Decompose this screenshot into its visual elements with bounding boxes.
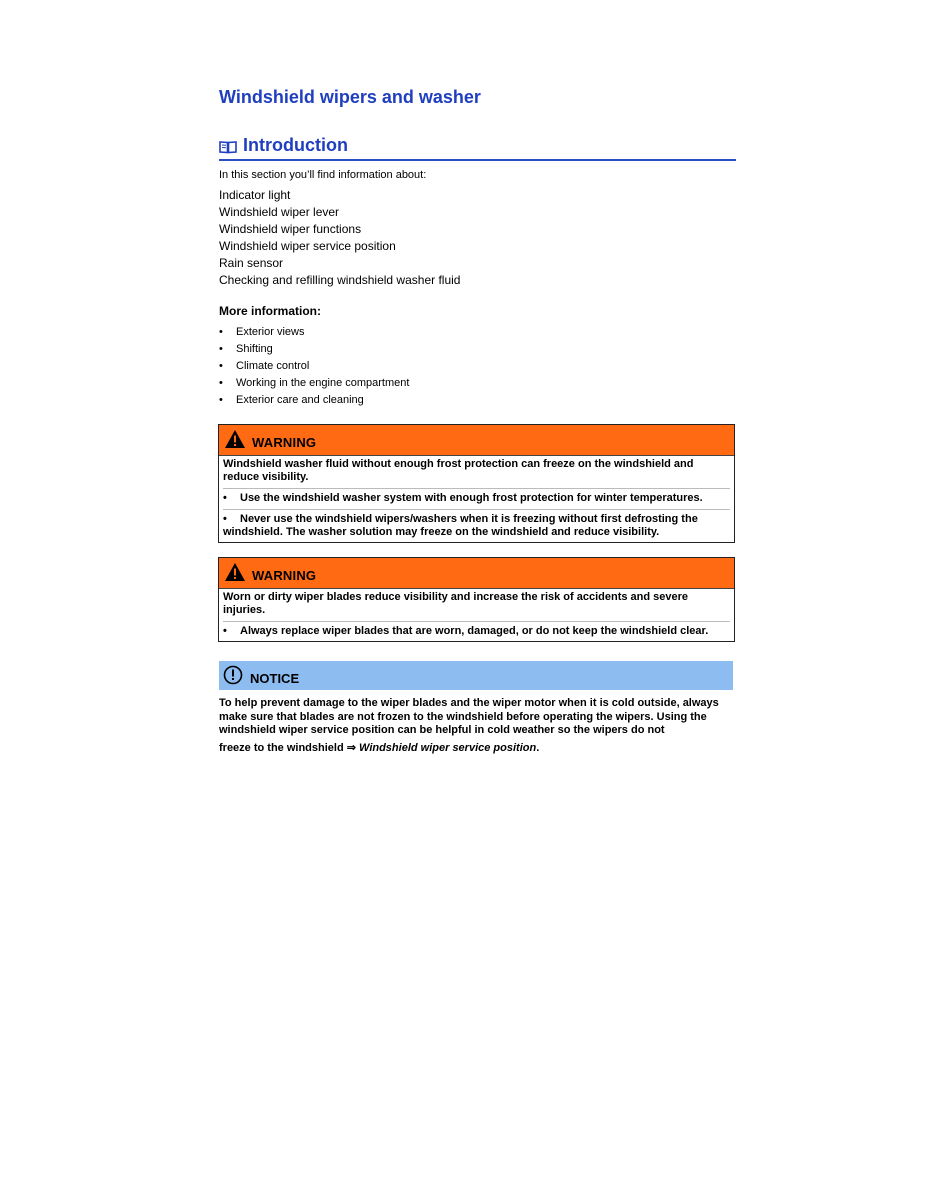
section-header (219, 135, 736, 161)
topic-item[interactable]: Rain sensor (219, 256, 284, 270)
bullet: • (219, 343, 223, 355)
bullet: • (223, 625, 227, 637)
warning-header (219, 425, 734, 456)
notice-text: To help prevent damage to the wiper blades and the wiper motor when it is cold outside, always make sure that blades are not frozen to the windshield before operating the wipers. Using the windshield wiper service position can be helpful in cold weather so the wipers do not (219, 697, 719, 736)
topic-item[interactable]: Windshield wiper service position (219, 239, 396, 253)
more-info-heading: More information: (219, 304, 321, 318)
warning-bullet (223, 621, 730, 638)
more-info-item[interactable] (219, 341, 409, 358)
warning-body (219, 456, 734, 542)
bullet: • (223, 513, 227, 525)
warning-body (219, 589, 734, 641)
notice-label: NOTICE (250, 671, 300, 686)
warning-box-frost (218, 424, 735, 543)
more-info-item[interactable] (219, 375, 409, 392)
period: . (536, 741, 540, 754)
warning-bullet (223, 509, 730, 539)
bullet: • (219, 326, 223, 338)
topic-item[interactable]: Indicator light (219, 188, 291, 202)
warning-label: WARNING (252, 435, 317, 450)
warning-bullet-text: Never use the windshield wipers/washers when it is freezing without first defrosting the windshield. The washer solution may freeze on the windshield and reduce visibility. (223, 513, 698, 538)
notice-header (219, 661, 733, 690)
warning-triangle-icon (224, 429, 246, 454)
topic-item[interactable]: Windshield wiper functions (219, 222, 362, 236)
more-info-label: Shifting (236, 343, 273, 355)
more-info-label: Working in the engine compartment (236, 377, 410, 389)
page-title: Windshield wipers and washer (219, 87, 481, 107)
warning-label: WARNING (252, 568, 317, 583)
warning-triangle-icon (224, 562, 246, 587)
section-heading: Introduction (243, 135, 348, 155)
topic-list (219, 187, 460, 289)
warning-text: Worn or dirty wiper blades reduce visibility and increase the risk of accidents and severe injuries. (223, 591, 689, 616)
bullet: • (219, 394, 223, 406)
topic-item[interactable]: Checking and refilling windshield washer fluid (219, 273, 461, 287)
cross-reference-link[interactable]: Windshield wiper service position (359, 741, 537, 754)
bullet: • (219, 377, 223, 389)
notice-text-end (219, 742, 733, 756)
warning-bullet (223, 488, 730, 505)
more-info-label: Exterior care and cleaning (236, 394, 364, 406)
notice-box (219, 661, 733, 755)
arrow-icon: ⇒ (346, 741, 356, 754)
more-info-item[interactable] (219, 358, 409, 375)
warning-box-wiper-blades (218, 557, 735, 642)
warning-bullet-text: Always replace wiper blades that are worn, damaged, or do not keep the windshield clear. (240, 625, 709, 637)
more-info-label: Climate control (236, 360, 310, 372)
notice-text-end-label: freeze to the windshield (219, 741, 344, 754)
warning-bullet-text: Use the windshield washer system with enough frost protection for winter temperatures. (240, 492, 703, 504)
intro-text: In this section you’ll find information about: (219, 169, 427, 181)
book-icon (219, 140, 237, 159)
warning-text: Windshield washer fluid without enough frost protection can freeze on the windshield and reduce visibility. (223, 458, 694, 483)
more-info-item[interactable] (219, 324, 409, 341)
exclamation-circle-icon (223, 665, 243, 690)
bullet: • (223, 492, 227, 504)
warning-header (219, 558, 734, 589)
more-info-label: Exterior views (236, 326, 305, 338)
more-info-list (219, 324, 409, 409)
more-info-item[interactable] (219, 392, 409, 409)
topic-item[interactable]: Windshield wiper lever (219, 205, 340, 219)
notice-body (219, 690, 733, 755)
bullet: • (219, 360, 223, 372)
